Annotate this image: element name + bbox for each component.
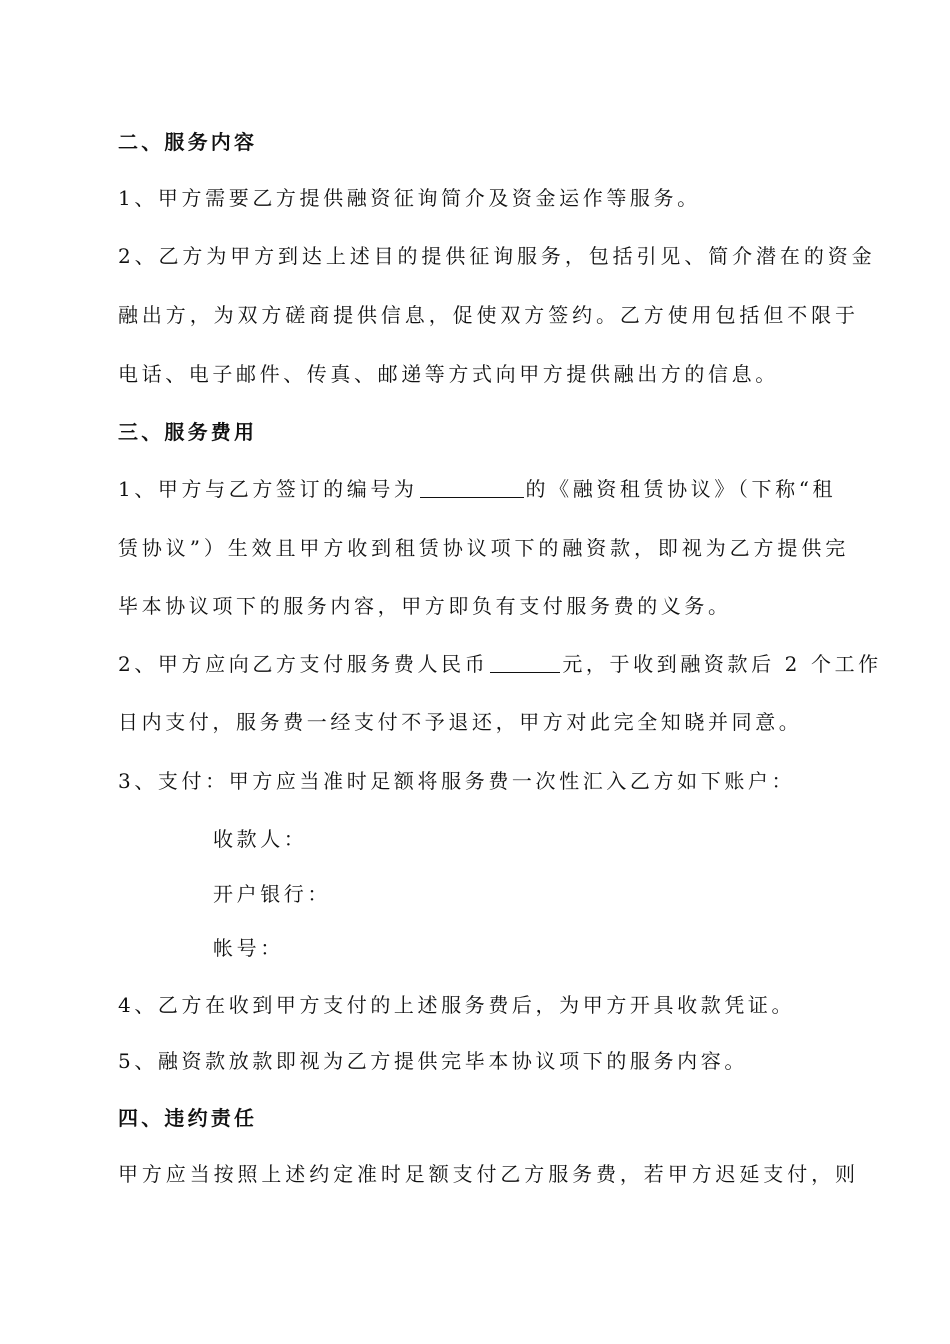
fee-amount-blank <box>490 650 560 673</box>
clause-service-fee-1-line1 <box>118 475 838 503</box>
account-label: 帐号： <box>213 936 284 960</box>
clause-service-fee-1-line3: 毕本协议项下的服务内容，甲方即负有支付服务费的义务。 <box>118 594 732 618</box>
clause-fee-1-text-before: 1、甲方与乙方签订的编号为 <box>118 477 418 501</box>
clause-service-fee-2-line2: 日内支付，服务费一经支付不予退还，甲方对此完全知晓并同意。 <box>118 710 803 734</box>
clause-service-content-2-line2: 融出方，为双方磋商提供信息，促使双方签约。乙方使用包括但不限于 <box>118 303 859 327</box>
clause-fee-1-text-after: 的《融资租赁协议》（下称“租 <box>525 477 837 501</box>
clause-service-fee-2-line1 <box>118 650 882 678</box>
clause-service-fee-5: 5、融资款放款即视为乙方提供完毕本协议项下的服务内容。 <box>118 1049 748 1073</box>
clause-service-content-2-line3: 电话、电子邮件、传真、邮递等方式向甲方提供融出方的信息。 <box>118 362 779 386</box>
section-heading-service-content: 二、服务内容 <box>118 130 258 154</box>
section-heading-breach: 四、违约责任 <box>118 1106 258 1130</box>
clause-service-fee-3-line1: 3、支付：甲方应当准时足额将服务费一次性汇入乙方如下账户： <box>118 769 796 793</box>
clause-service-content-2-line1: 2、乙方为甲方到达上述目的提供征询服务，包括引见、简介潜在的资金 <box>118 244 876 268</box>
clause-service-content-1: 1、甲方需要乙方提供融资征询简介及资金运作等服务。 <box>118 186 701 210</box>
payee-label: 收款人： <box>213 827 308 851</box>
clause-fee-2-text-before: 2、甲方应向乙方支付服务费人民币 <box>118 652 489 676</box>
bank-label: 开户银行： <box>213 882 331 906</box>
clause-breach-line1: 甲方应当按照上述约定准时足额支付乙方服务费，若甲方迟延支付，则 <box>118 1162 859 1186</box>
section-heading-service-fee: 三、服务费用 <box>118 420 258 444</box>
clause-service-fee-1-line2: 赁协议”）生效且甲方收到租赁协议项下的融资款，即视为乙方提供完 <box>118 536 850 560</box>
clause-service-fee-4: 4、乙方在收到甲方支付的上述服务费后，为甲方开具收款凭证。 <box>118 993 796 1017</box>
contract-number-blank <box>420 475 524 498</box>
clause-fee-2-text-after: 元，于收到融资款后 2 个工作 <box>562 652 882 676</box>
